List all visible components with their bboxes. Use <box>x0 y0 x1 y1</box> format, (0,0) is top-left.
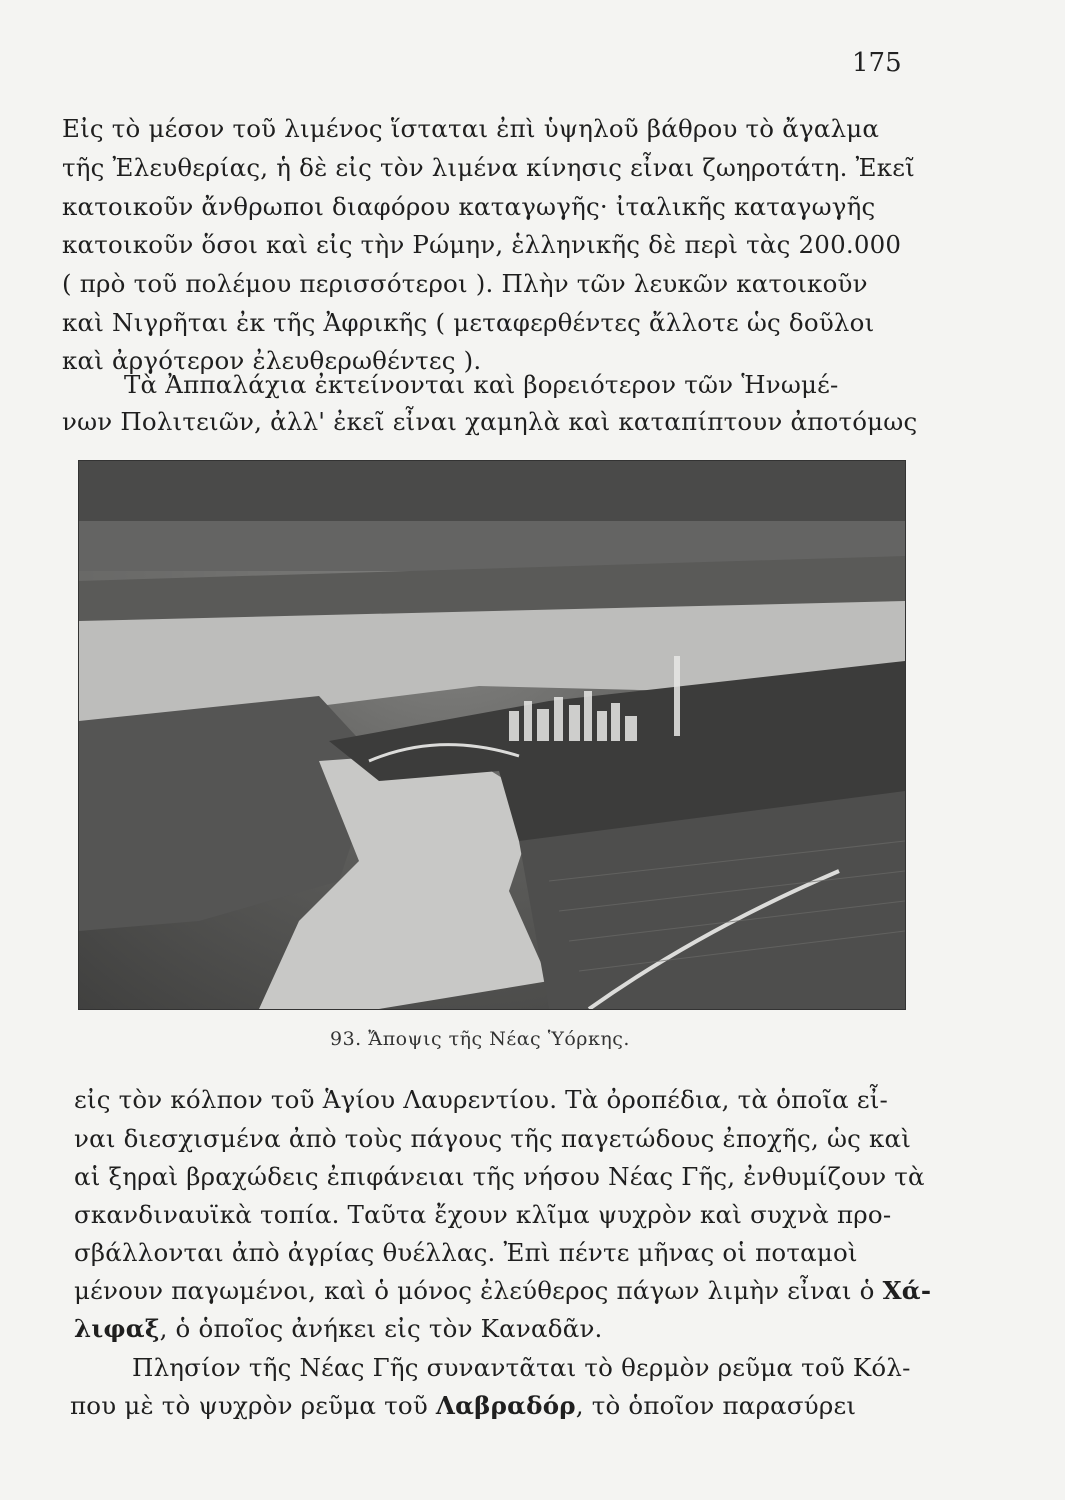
bold-term: λιφαξ <box>74 1314 160 1343</box>
text-line <box>74 1274 934 1308</box>
text-line: νων Πολιτειῶν, ἀλλ' ἐκεῖ εἶναι χαμηλὰ καὶ καταπίπτουν ἀποτόμως <box>62 407 918 436</box>
text-line: σβάλλονται ἀπὸ ἀγρίας θυέλλας. Ἐπὶ πέντε μῆνας οἱ ποταμοὶ <box>74 1238 858 1267</box>
figure-caption: 93. Ἄποψις τῆς Νέας Ὑόρκης. <box>330 1028 630 1050</box>
bold-term: Λαβραδόρ <box>435 1391 576 1420</box>
text-line <box>74 1312 934 1346</box>
text-line: αἱ ξηραὶ βραχώδεις ἐπιφάνειαι τῆς νήσου Νέας Γῆς, ἐνθυμίζουν τὰ <box>74 1162 925 1191</box>
text-line: Εἰς τὸ μέσον τοῦ λιμένος ἵσταται ἐπὶ ὑψηλοῦ βάθρου τὸ ἄγαλμα <box>62 114 880 143</box>
text-line: κατοικοῦν ὅσοι καὶ εἰς τὴν Ρώμην, ἑλληνικῆς δὲ περὶ τὰς 200.000 <box>62 230 902 259</box>
text-line-indented: Τὰ Ἀππαλάχια ἐκτείνονται καὶ βορειότερον τῶν Ἡνωμέ- <box>124 370 839 399</box>
text-line: ( πρὸ τοῦ πολέμου περισσότεροι ). Πλὴν τῶν λευκῶν κατοικοῦν <box>62 269 868 298</box>
bold-term: Χά- <box>882 1276 932 1305</box>
text-line <box>70 1389 930 1423</box>
page-number: 175 <box>852 48 902 78</box>
text-line: καὶ Νιγρῆται ἐκ τῆς Ἀφρικῆς ( μεταφερθέντες ἄλλοτε ὡς δοῦλοι <box>62 308 875 337</box>
text-run: , τὸ ὁποῖον παρασύρει <box>575 1391 857 1420</box>
photo-illustration <box>79 461 905 1009</box>
text-line: κατοικοῦν ἄνθρωποι διαφόρου καταγωγῆς· ἰταλικῆς καταγωγῆς <box>62 192 876 221</box>
text-line: ναι διεσχισμένα ἀπὸ τοὺς πάγους τῆς παγετώδους ἐποχῆς, ὡς καὶ <box>74 1124 912 1153</box>
text-run: , ὁ ὁποῖος ἀνήκει εἰς τὸν Καναδᾶν. <box>159 1314 603 1343</box>
text-run: που μὲ τὸ ψυχρὸν ρεῦμα τοῦ <box>70 1391 436 1420</box>
text-line: σκανδιναυϊκὰ τοπία. Ταῦτα ἔχουν κλῖμα ψυχρὸν καὶ συχνὰ προ- <box>74 1200 892 1229</box>
text-line: τῆς Ἐλευθερίας, ἡ δὲ εἰς τὸν λιμένα κίνησις εἶναι ζωηροτάτη. Ἐκεῖ <box>62 153 915 182</box>
text-line: καὶ ἀργότερον ἐλευθερωθέντες ). <box>62 346 482 375</box>
new-york-aerial-photo <box>78 460 906 1010</box>
text-line: εἰς τὸν κόλπον τοῦ Ἁγίου Λαυρεντίου. Τὰ ὀροπέδια, τὰ ὁποῖα εἶ- <box>74 1085 889 1114</box>
text-run: μένουν παγωμένοι, καὶ ὁ μόνος ἐλεύθερος πάγων λιμὴν εἶναι ὁ <box>74 1276 883 1305</box>
text-line-indented: Πλησίον τῆς Νέας Γῆς συναντᾶται τὸ θερμὸν ρεῦμα τοῦ Κόλ- <box>132 1353 911 1382</box>
